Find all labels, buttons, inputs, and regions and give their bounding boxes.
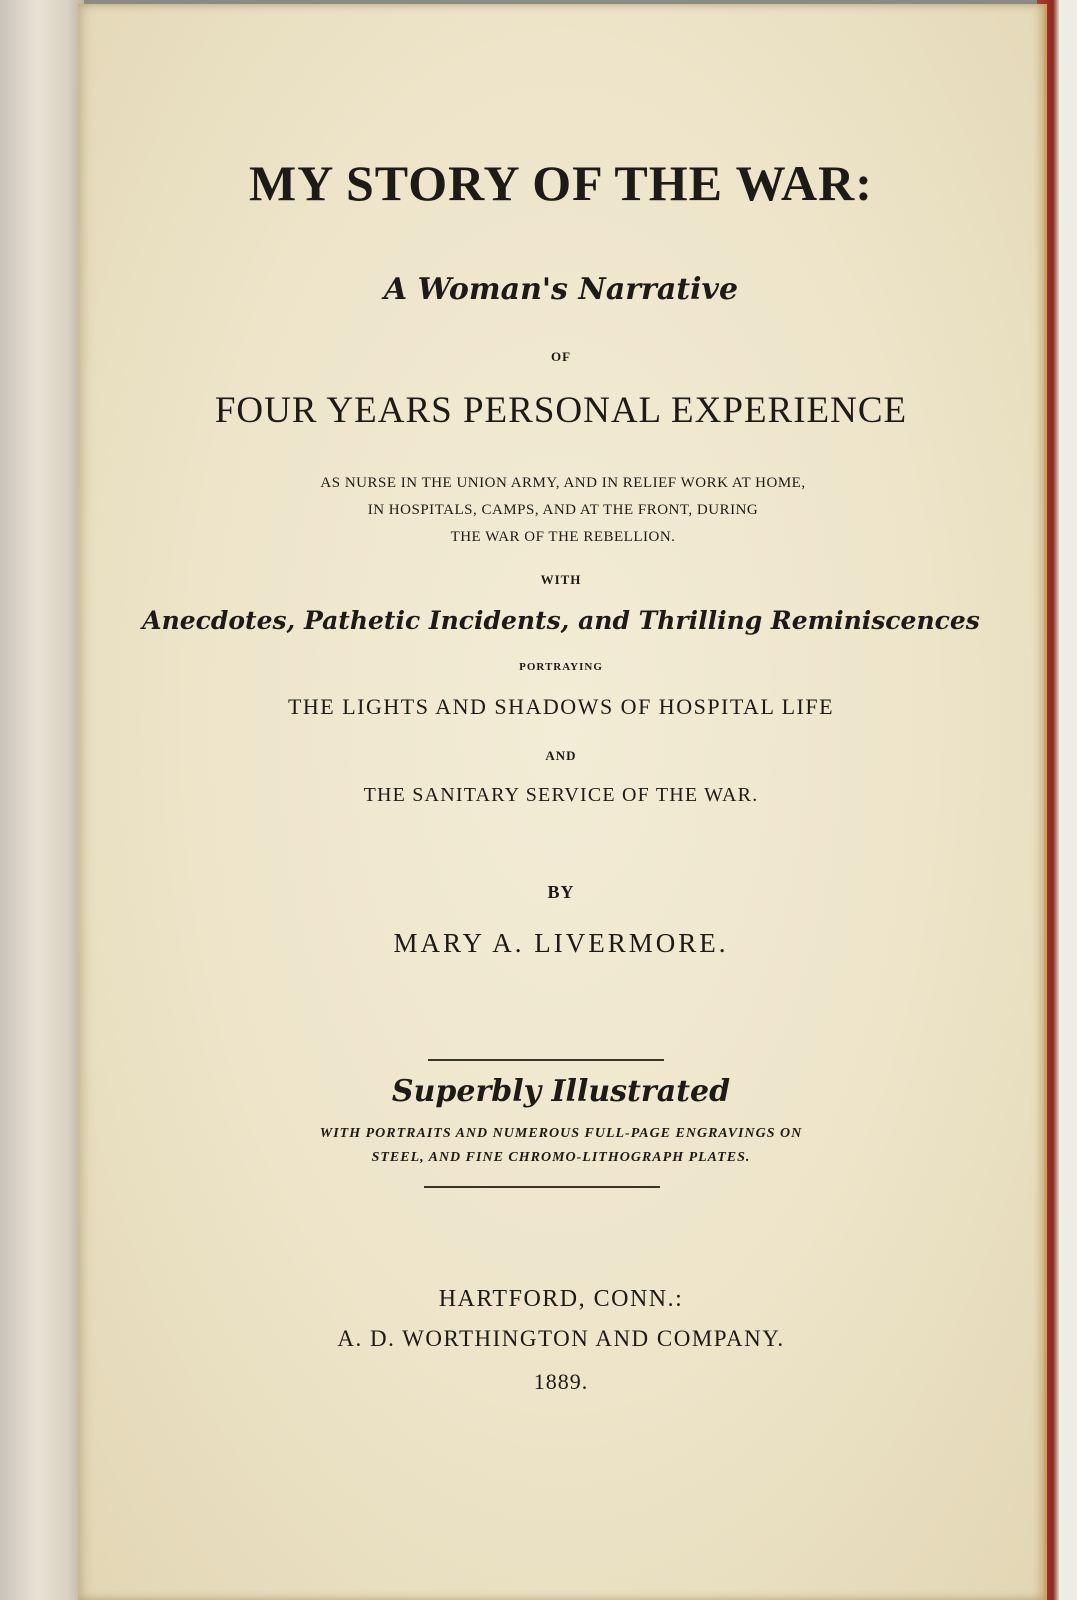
publication-year: 1889. xyxy=(533,1369,589,1394)
publication-place: HARTFORD, CONN.: xyxy=(438,1286,684,1312)
illustration-desc-line-2: STEEL, AND FINE CHROMO-LITHOGRAPH PLATES. xyxy=(371,1150,751,1165)
connector-portraying: PORTRAYING xyxy=(519,661,603,673)
background-right xyxy=(1059,0,1077,1600)
connector-and: AND xyxy=(545,748,577,763)
main-subject: FOUR YEARS PERSONAL EXPERIENCE xyxy=(214,390,908,431)
divider-top xyxy=(428,1059,664,1061)
connector-with: WITH xyxy=(540,572,582,587)
description-line-3: THE WAR OF THE REBELLION. xyxy=(450,529,676,545)
illustration-description xyxy=(208,1122,914,1170)
divider-bottom xyxy=(424,1186,660,1188)
author-name: MARY A. LIVERMORE. xyxy=(393,928,729,958)
anecdotes-line: Anecdotes, Pathetic Incidents, and Thrilling Reminiscences xyxy=(142,606,980,635)
publisher-name: A. D. WORTHINGTON AND COMPANY. xyxy=(337,1326,785,1351)
by-line: BY xyxy=(547,882,575,902)
book-subtitle: A Woman's Narrative xyxy=(383,272,739,307)
illustrated-heading: Superbly Illustrated xyxy=(391,1074,731,1109)
description-line-2: IN HOSPITALS, CAMPS, AND AT THE FRONT, DURING xyxy=(367,502,759,518)
title-page xyxy=(78,4,1047,1600)
book-title: MY STORY OF THE WAR: xyxy=(249,155,873,211)
lights-and-shadows-line: THE LIGHTS AND SHADOWS OF HOSPITAL LIFE xyxy=(287,694,835,719)
connector-of: OF xyxy=(550,349,572,364)
description-block xyxy=(248,470,878,551)
description-line-1: AS NURSE IN THE UNION ARMY, AND IN RELIEF WORK AT HOME, xyxy=(320,475,806,491)
sanitary-service-line: THE SANITARY SERVICE OF THE WAR. xyxy=(363,784,759,806)
book-spine-left xyxy=(0,0,84,1600)
illustration-desc-line-1: WITH PORTRAITS AND NUMEROUS FULL-PAGE ENGRAVINGS ON xyxy=(319,1126,803,1141)
